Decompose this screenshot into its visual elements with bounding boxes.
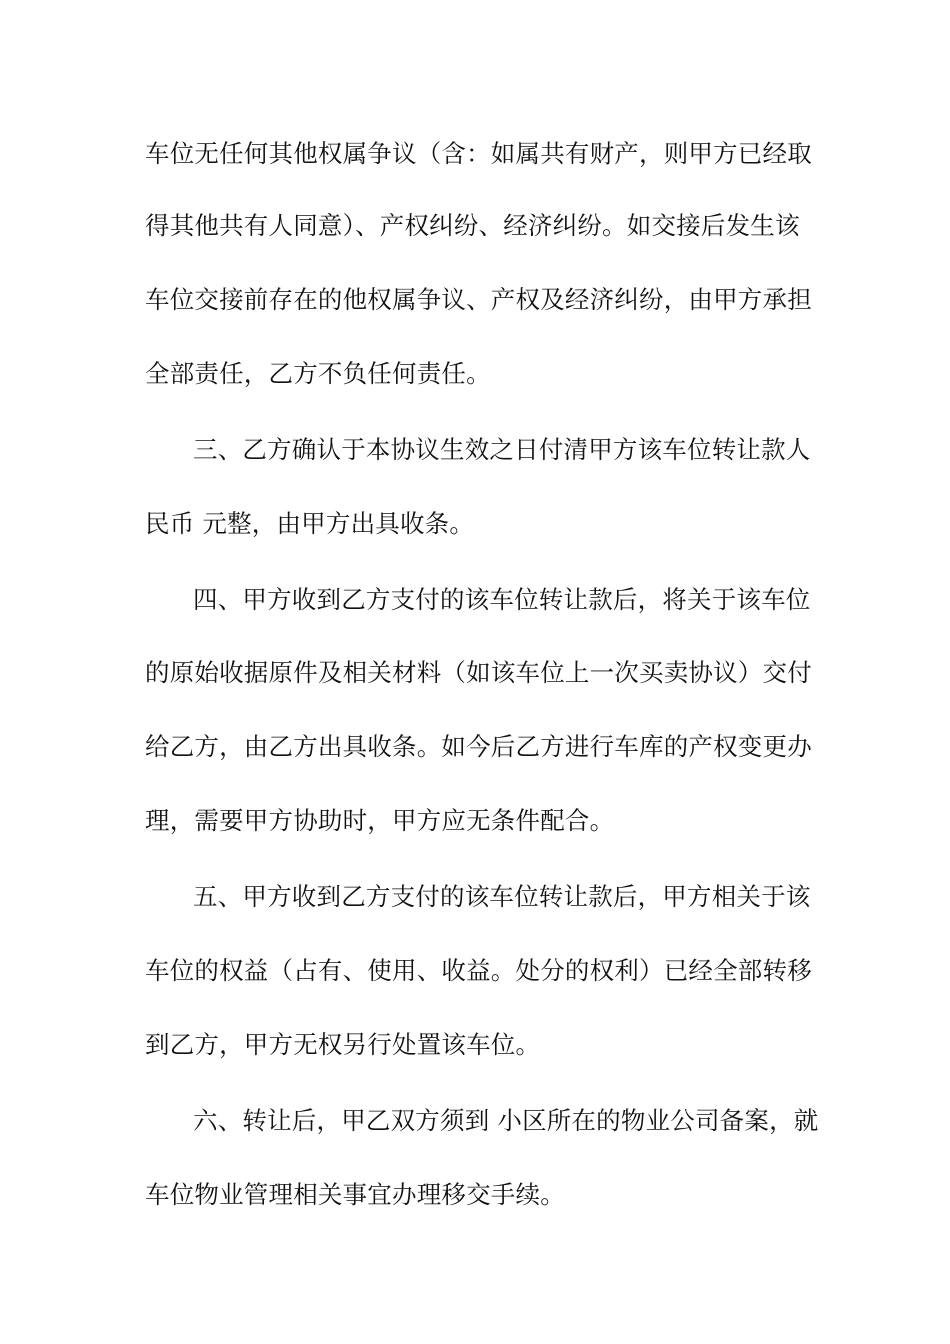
text-line: 车位交接前存在的他权属争议、产权及经济纠纷，由甲方承担	[145, 285, 812, 314]
paragraph-3-start: 三、乙方确认于本协议生效之日付清甲方该车位转让款人	[193, 435, 811, 464]
text-line: 民币 元整，由甲方出具收条。	[145, 509, 475, 538]
text-line: 理，需要甲方协助时，甲方应无条件配合。	[145, 806, 615, 835]
paragraph-4-start: 四、甲方收到乙方支付的该车位转让款后，将关于该车位	[193, 585, 811, 614]
text-line: 给乙方，由乙方出具收条。如今后乙方进行车库的产权变更办	[145, 732, 812, 761]
text-line: 车位物业管理相关事宜办理移交手续。	[145, 1180, 565, 1209]
paragraph-6-start: 六、转让后，甲乙双方须到 小区所在的物业公司备案，就	[193, 1106, 819, 1135]
text-line: 全部责任，乙方不负任何责任。	[145, 359, 491, 388]
text-line: 车位无任何其他权属争议（含：如属共有财产，则甲方已经取	[145, 139, 812, 168]
text-line: 车位的权益（占有、使用、收益。处分的权利）已经全部转移	[145, 956, 812, 985]
text-line: 得其他共有人同意）、产权纠纷、经济纠纷。如交接后发生该	[145, 211, 800, 240]
text-line: 的原始收据原件及相关材料（如该车位上一次买卖协议）交付	[145, 658, 812, 687]
text-line: 到乙方，甲方无权另行处置该车位。	[145, 1030, 541, 1059]
paragraph-5-start: 五、甲方收到乙方支付的该车位转让款后，甲方相关于该	[193, 882, 811, 911]
